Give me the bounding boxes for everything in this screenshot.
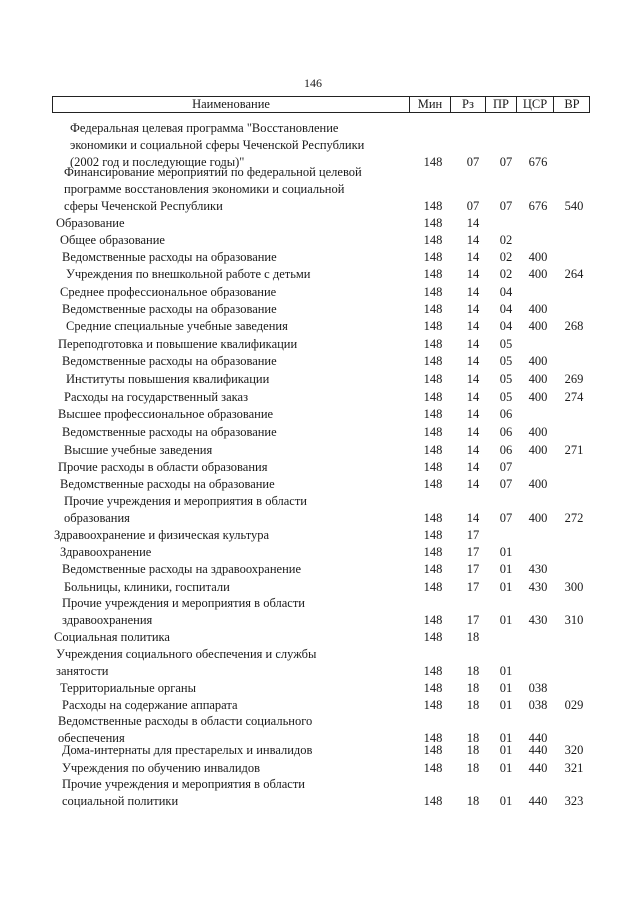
row-name: Переподготовка и повышение квалификации [58,337,298,351]
row-rz: 17 [466,613,480,627]
table-row [0,284,640,301]
row-pr: 01 [499,681,513,695]
row-name: Ведомственные расходы на здравоохранение [62,562,302,576]
row-rz: 18 [466,761,480,775]
row-vr: 272 [564,511,584,525]
row-min: 148 [423,425,443,439]
row-name: Прочие расходы в области образования [58,460,268,474]
table-row [0,249,640,266]
row-name: Общее образование [60,233,165,247]
row-name: Прочие учреждения и мероприятия в области социальной политики [62,777,305,808]
row-min: 148 [423,302,443,316]
row-min: 148 [423,199,443,213]
row-pr: 01 [499,545,513,559]
row-csr: 400 [528,267,548,281]
row-min: 148 [423,319,443,333]
row-rz: 18 [466,743,480,757]
row-rz: 14 [466,390,480,404]
row-vr: 323 [564,794,584,808]
row-csr: 430 [528,580,548,594]
table-row [0,476,640,493]
row-rz: 14 [466,250,480,264]
row-pr: 01 [499,580,513,594]
row-rz: 14 [466,285,480,299]
row-csr: 400 [528,302,548,316]
row-rz: 14 [466,477,480,491]
table-row [0,493,640,527]
row-rz: 17 [466,562,480,576]
row-name: Среднее профессиональное образование [60,285,277,299]
table-row [0,459,640,476]
row-name: Территориальные органы [60,681,197,695]
row-vr: 320 [564,743,584,757]
table-row [0,424,640,441]
row-vr: 274 [564,390,584,404]
row-min: 148 [423,354,443,368]
row-name: Здравоохранение [60,545,152,559]
row-csr: 400 [528,477,548,491]
page-number: 146 [304,76,322,90]
row-min: 148 [423,580,443,594]
row-min: 148 [423,407,443,421]
row-min: 148 [423,761,443,775]
row-min: 148 [423,372,443,386]
header-min: Мин [417,97,443,111]
row-rz: 14 [466,216,480,230]
row-csr: 400 [528,354,548,368]
row-min: 148 [423,477,443,491]
table-row [0,742,640,759]
row-rz: 17 [466,545,480,559]
row-name: Финансирование мероприятий по федеральной целевой программе восстановления экономики и социальной сферы Чеченской Республики [64,165,362,213]
row-min: 148 [423,511,443,525]
row-rz: 18 [466,731,480,745]
row-name: Больницы, клиники, госпитали [64,580,230,594]
row-vr: 540 [564,199,584,213]
row-rz: 14 [466,511,480,525]
row-pr: 06 [499,443,513,457]
table-row [0,301,640,318]
table-row [0,164,640,215]
row-pr: 06 [499,407,513,421]
row-name: Высшие учебные заведения [64,443,213,457]
row-rz: 18 [466,794,480,808]
row-pr: 02 [499,233,513,247]
row-name: Дома-интернаты для престарелых и инвалидов [62,743,313,757]
row-pr: 02 [499,267,513,281]
row-vr: 268 [564,319,584,333]
row-csr: 440 [528,761,548,775]
row-pr: 01 [499,731,513,745]
row-pr: 05 [499,354,513,368]
row-pr: 01 [499,743,513,757]
row-csr: 676 [528,199,548,213]
row-min: 148 [423,390,443,404]
table-row [0,697,640,714]
row-pr: 01 [499,562,513,576]
row-rz: 07 [466,199,480,213]
row-name: Средние специальные учебные заведения [66,319,288,333]
row-rz: 14 [466,302,480,316]
table-row [0,776,640,810]
table-row [0,629,640,646]
row-pr: 07 [499,199,513,213]
row-min: 148 [423,233,443,247]
row-rz: 18 [466,664,480,678]
row-csr: 400 [528,443,548,457]
row-rz: 14 [466,337,480,351]
row-csr: 430 [528,562,548,576]
row-rz: 14 [466,443,480,457]
row-rz: 14 [466,233,480,247]
row-csr: 400 [528,319,548,333]
row-pr: 04 [499,319,513,333]
row-pr: 01 [499,794,513,808]
row-csr: 440 [528,743,548,757]
row-pr: 01 [499,613,513,627]
table-row [0,318,640,335]
table-row [0,579,640,596]
row-pr: 07 [499,477,513,491]
row-pr: 07 [499,460,513,474]
row-name: Расходы на государственный заказ [64,390,249,404]
row-pr: 01 [499,664,513,678]
row-vr: 269 [564,372,584,386]
table-row [0,336,640,353]
row-csr: 440 [528,794,548,808]
row-pr: 05 [499,337,513,351]
row-name: Социальная политика [54,630,170,644]
row-vr: 271 [564,443,584,457]
row-rz: 17 [466,528,480,542]
row-name: Ведомственные расходы в области социального обеспечения [58,714,313,745]
row-csr: 038 [528,698,548,712]
row-name: Прочие учреждения и мероприятия в области образования [64,494,307,525]
row-name: Ведомственные расходы на образование [62,425,277,439]
row-pr: 01 [499,761,513,775]
row-pr: 02 [499,250,513,264]
row-csr: 440 [528,731,548,745]
row-pr: 04 [499,285,513,299]
row-rz: 14 [466,425,480,439]
row-vr: 300 [564,580,584,594]
row-rz: 17 [466,580,480,594]
row-vr: 029 [564,698,584,712]
header-rz: Рз [462,97,474,111]
row-rz: 14 [466,460,480,474]
row-pr: 07 [499,155,513,169]
row-rz: 14 [466,372,480,386]
table-row [0,646,640,680]
row-min: 148 [423,528,443,542]
row-name: Ведомственные расходы на образование [60,477,275,491]
row-csr: 676 [528,155,548,169]
row-name: Прочие учреждения и мероприятия в области здравоохранения [62,596,305,627]
row-min: 148 [423,545,443,559]
table-row [0,353,640,370]
row-rz: 14 [466,354,480,368]
row-min: 148 [423,664,443,678]
header-vr: ВР [564,97,580,111]
row-csr: 400 [528,250,548,264]
table-row [0,561,640,578]
row-min: 148 [423,630,443,644]
row-name: Ведомственные расходы на образование [62,354,277,368]
row-pr: 06 [499,425,513,439]
row-rz: 14 [466,407,480,421]
row-pr: 05 [499,372,513,386]
row-min: 148 [423,731,443,745]
row-name: Здравоохранение и физическая культура [54,528,270,542]
table-row [0,406,640,423]
row-rz: 18 [466,630,480,644]
row-vr: 264 [564,267,584,281]
row-name: Образование [56,216,125,230]
row-name: Ведомственные расходы на образование [62,302,277,316]
row-min: 148 [423,216,443,230]
row-pr: 07 [499,511,513,525]
header-pr: ПР [493,97,509,111]
row-rz: 07 [466,155,480,169]
row-name: Институты повышения квалификации [66,372,270,386]
row-name: Учреждения по обучению инвалидов [62,761,261,775]
row-csr: 400 [528,425,548,439]
row-rz: 18 [466,681,480,695]
table-row [0,760,640,777]
table-row [0,680,640,697]
row-min: 148 [423,562,443,576]
table-row [0,266,640,283]
table-row [0,215,640,232]
row-min: 148 [423,155,443,169]
row-csr: 400 [528,390,548,404]
row-vr: 310 [564,613,584,627]
table-row [0,371,640,388]
row-name: Учреждения по внешкольной работе с детьми [66,267,311,281]
row-pr: 05 [499,390,513,404]
row-csr: 038 [528,681,548,695]
row-name: Ведомственные расходы на образование [62,250,277,264]
row-min: 148 [423,443,443,457]
row-min: 148 [423,794,443,808]
header-csr: ЦСР [522,97,548,111]
row-name: Высшее профессиональное образование [58,407,274,421]
row-csr: 400 [528,511,548,525]
row-min: 148 [423,681,443,695]
row-min: 148 [423,698,443,712]
row-min: 148 [423,337,443,351]
row-rz: 14 [466,319,480,333]
header-name: Наименование [192,97,270,111]
table-row [0,442,640,459]
row-name: Учреждения социального обеспечения и службы занятости [56,647,317,678]
row-pr: 04 [499,302,513,316]
row-csr: 430 [528,613,548,627]
row-min: 148 [423,613,443,627]
table-row [0,527,640,544]
row-csr: 400 [528,372,548,386]
row-name: Федеральная целевая программа "Восстановление экономики и социальной сферы Чеченской Республики (2002 год и последующие годы)" [70,121,365,169]
row-vr: 321 [564,761,584,775]
row-min: 148 [423,743,443,757]
table-row [0,544,640,561]
table-row [0,595,640,629]
row-min: 148 [423,460,443,474]
row-name: Расходы на содержание аппарата [62,698,238,712]
row-rz: 14 [466,267,480,281]
row-min: 148 [423,267,443,281]
row-rz: 18 [466,698,480,712]
row-min: 148 [423,285,443,299]
table-row [0,232,640,249]
table-row [0,389,640,406]
row-pr: 01 [499,698,513,712]
row-min: 148 [423,250,443,264]
